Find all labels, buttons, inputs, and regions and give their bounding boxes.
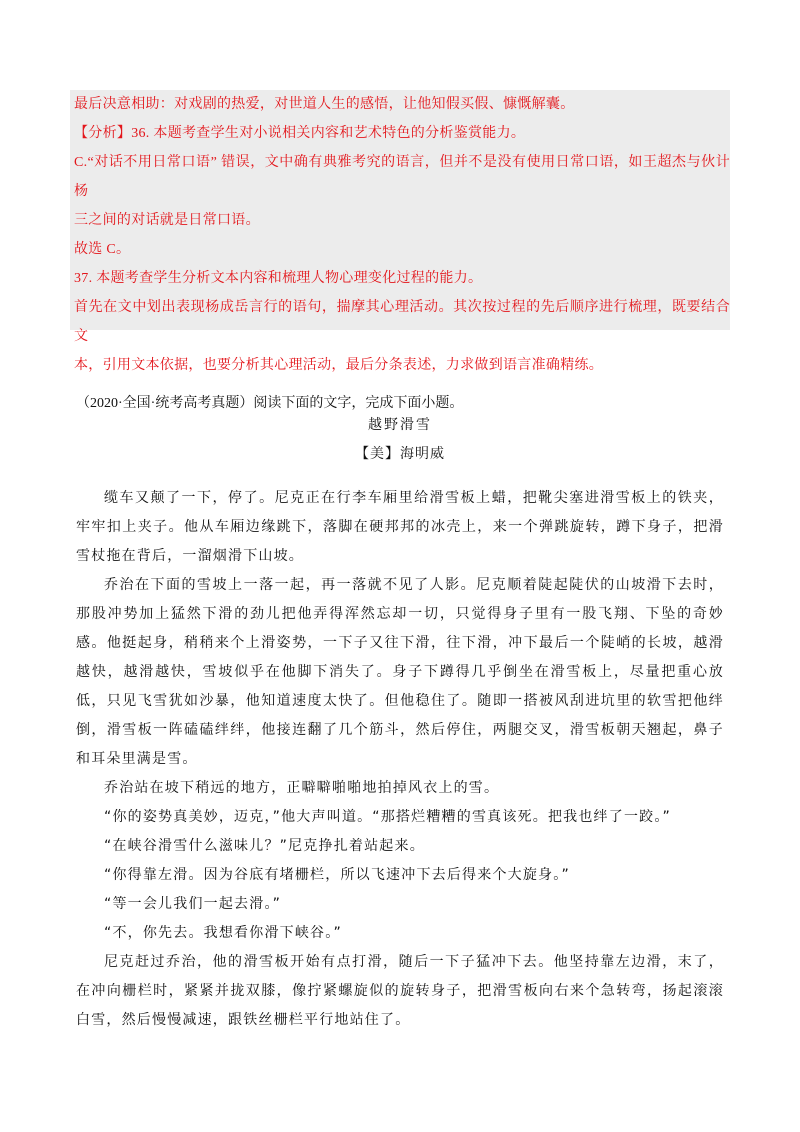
answer-first-line bbox=[74, 90, 730, 119]
passage-author: 【美】海明威 bbox=[355, 446, 445, 462]
answer-line: 37. 本题考查学生分析文本内容和梳理人物心理变化过程的能力。 bbox=[74, 271, 483, 286]
paragraph: “等一会儿我们一起去滑。” bbox=[104, 896, 282, 912]
answer-line: 本，引用文本依据，也要分析其心理活动，最后分条表述，力求做到语言准确精练。 bbox=[74, 358, 604, 373]
answer-line: C.“对话不用日常口语” 错误，文中确有典雅考究的语言，但并不是没有使用日常口语，如王超杰与伙计杨 bbox=[74, 155, 730, 199]
paragraph: 缆车又颠了一下，停了。尼克正在行李车厢里给滑雪板上蜡，把靴尖塞进滑雪板上的铁夹，牢牢扣上夹子。他从车厢边缘跳下，落脚在硬邦邦的冰壳上，来一个弹跳旋转，蹲下身子，把滑雪杖拖在背后，一溜烟滑下山坡。 bbox=[76, 490, 724, 564]
answer-line: 最后决意相助：对戏剧的热爱，对世道人生的感悟，让他知假买假、慷慨解囊。 bbox=[74, 97, 575, 112]
paragraph: “你的姿势真美妙，迈克，”他大声叫道。“那搭烂糟糟的雪真该死。把我也绊了一跤。” bbox=[104, 809, 672, 825]
paragraph: 乔治站在坡下稍远的地方，正噼噼啪啪地拍掉风衣上的雪。 bbox=[104, 780, 500, 796]
answer-line: 首先在文中划出表现杨成岳言行的语句，揣摩其心理活动。其次按过程的先后顺序进行梳理，既要结合文 bbox=[74, 300, 730, 344]
question-source: （2020·全国·统考高考真题）阅读下面的文字，完成下面小题。 bbox=[76, 396, 464, 411]
passage-body bbox=[76, 484, 724, 1035]
answer-line: 【分析】36. 本题考查学生对小说相关内容和艺术特色的分析鉴赏能力。 bbox=[74, 126, 526, 141]
answer-analysis-box bbox=[70, 90, 730, 373]
paragraph: “不，你先去。我想看你滑下峡谷。” bbox=[104, 925, 342, 941]
passage-title: 越野滑雪 bbox=[368, 417, 432, 433]
answer-line: 故选 C。 bbox=[74, 242, 131, 257]
paragraph: 尼克赶过乔治，他的滑雪板开始有点打滑，随后一下子猛冲下去。他坚持靠左边滑，末了，在冲向栅栏时，紧紧并拢双膝，像拧紧螺旋似的旋转身子，把滑雪板向右来个急转弯，扬起滚滚白雪，然后慢慢减速，跟铁丝栅栏平行地站住了。 bbox=[76, 954, 724, 1028]
paragraph: “你得靠左滑。因为谷底有堵栅栏，所以飞速冲下去后得来个大旋身。” bbox=[104, 867, 570, 883]
answer-line: 三之间的对话就是日常口语。 bbox=[74, 213, 260, 228]
paragraph: 乔治在下面的雪坡上一落一起，再一落就不见了人影。尼克顺着陡起陡伏的山坡滑下去时，那股冲势加上猛然下滑的劲儿把他弄得浑然忘却一切，只觉得身子里有一股飞翔、下坠的奇妙感。他挺起身，稍稍来个上滑姿势，一下子又往下滑，往下滑，冲下最后一个陡峭的长坡，越滑越快，越滑越快，雪坡似乎在他脚下消失了。身子下蹲得几乎倒坐在滑雪板上，尽量把重心放低，只见飞雪犹如沙暴，他知道速度太快了。但他稳住了。随即一搭被风刮进坑里的软雪把他绊倒，滑雪板一阵磕磕绊绊，他接连翻了几个筋斗，然后停住，两腿交叉，滑雪板朝天翘起，鼻子和耳朵里满是雪。 bbox=[76, 577, 724, 767]
answer-analysis bbox=[74, 119, 730, 380]
paragraph: “在峡谷滑雪什么滋味儿？”尼克挣扎着站起来。 bbox=[104, 838, 425, 854]
